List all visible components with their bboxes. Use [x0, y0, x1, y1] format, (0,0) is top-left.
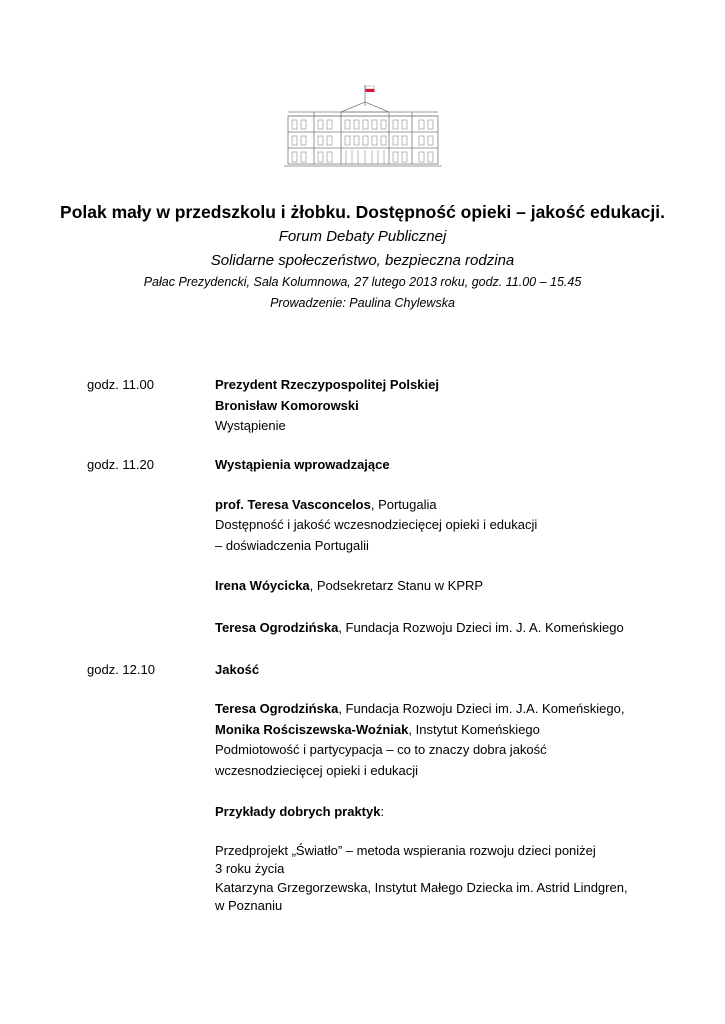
speaker-entry: [215, 721, 540, 739]
speaker-entry: [215, 700, 624, 718]
speaker-name: Teresa Ogrodzińska: [215, 701, 339, 716]
speaker-name: Bronisław Komorowski: [215, 398, 359, 413]
example-title: Przedprojekt „Światło” – metoda wspierania rozwoju dzieci poniżej: [215, 843, 596, 858]
examples-label: Przykłady dobrych praktyk: [215, 804, 381, 819]
session-time: godz. 11.20: [87, 457, 154, 472]
talk-topic: Podmiotowość i partycypacja – co to znaczy dobra jakość: [215, 742, 547, 757]
talk-topic: Dostępność i jakość wczesnodziecięcej opieki i edukacji: [215, 517, 538, 532]
forum-subtitle: Forum Debaty Publicznej: [278, 228, 447, 245]
examples-heading: [215, 803, 384, 821]
speaker-affiliation: , Fundacja Rozwoju Dzieci im. J. A. Komeńskiego: [338, 620, 624, 635]
examples-colon: :: [380, 804, 385, 819]
example-title: 3 roku życia: [215, 861, 285, 876]
session-time: godz. 12.10: [87, 662, 155, 677]
session-description: Wystąpienie: [215, 418, 286, 433]
speaker-name: Irena Wóycicka: [215, 578, 310, 593]
speaker-affiliation: , Podsekretarz Stanu w KPRP: [309, 578, 484, 593]
talk-topic: wczesnodziecięcej opieki i edukacji: [215, 763, 419, 778]
session-title: Jakość: [215, 662, 260, 677]
talk-topic: – doświadczenia Portugalii: [215, 538, 369, 553]
speaker-name: Monika Rościszewska-Woźniak: [215, 722, 409, 737]
session-title: Wystąpienia wprowadzające: [215, 457, 390, 472]
host-line: Prowadzenie: Paulina Chylewska: [270, 296, 455, 310]
speaker-entry: [215, 619, 624, 637]
session-time: godz. 11.00: [87, 377, 154, 392]
speaker-name: Teresa Ogrodzińska: [215, 620, 339, 635]
speaker-entry: [215, 577, 483, 595]
speaker-affiliation: , Fundacja Rozwoju Dzieci im. J.A. Komeńskiego,: [338, 701, 625, 716]
example-presenter: w Poznaniu: [215, 898, 283, 913]
speaker-affiliation: , Instytut Komeńskiego: [408, 722, 540, 737]
session-title: Prezydent Rzeczypospolitej Polskiej: [215, 377, 439, 392]
speaker-entry: [215, 496, 437, 514]
example-presenter: Katarzyna Grzegorzewska, Instytut Małego Dziecka im. Astrid Lindgren,: [215, 880, 628, 895]
page-title: Polak mały w przedszkolu i żłobku. Dostępność opieki – jakość edukacji.: [60, 202, 665, 222]
speaker-affiliation: , Portugalia: [370, 497, 437, 512]
venue-line: Pałac Prezydencki, Sala Kolumnowa, 27 lutego 2013 roku, godz. 11.00 – 15.45: [143, 275, 582, 289]
theme-subtitle: Solidarne społeczeństwo, bezpieczna rodzina: [210, 252, 515, 269]
speaker-name: prof. Teresa Vasconcelos: [215, 497, 371, 512]
